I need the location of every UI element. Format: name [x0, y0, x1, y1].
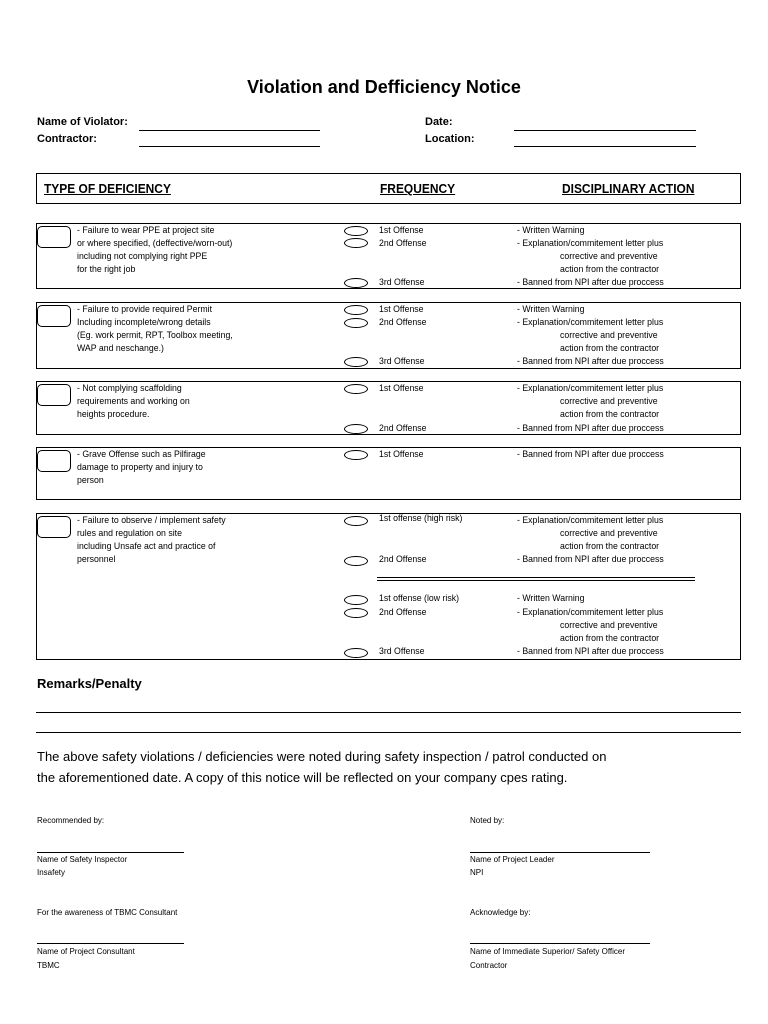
action-line: corrective and preventive	[560, 528, 658, 539]
frequency-label: 2nd Offense	[379, 423, 427, 434]
deficiency-checkbox[interactable]	[37, 226, 71, 248]
action-line: action from the contractor	[560, 409, 660, 420]
remarks-line[interactable]	[36, 712, 741, 713]
offense-radio[interactable]	[344, 595, 368, 605]
action-line: - Banned from NPI after due proccess	[517, 449, 664, 460]
statement-line: The above safety violations / deficiencies were noted during safety inspection / patrol conducted on	[37, 749, 607, 764]
location-label: Location:	[425, 133, 475, 145]
frequency-label: 3rd Offense	[379, 646, 425, 657]
signature-line[interactable]	[470, 943, 650, 944]
action-line: - Explanation/commitement letter plus	[517, 317, 664, 328]
name-of-violator-label: Name of Violator:	[37, 116, 128, 128]
frequency-header: FREQUENCY	[380, 181, 456, 196]
deficiency-desc-line: - Failure to observe / implement safety	[77, 515, 226, 526]
action-line: - Explanation/commitement letter plus	[517, 607, 664, 618]
type-of-deficiency-header: TYPE OF DEFICIENCY	[44, 181, 171, 196]
action-line: - Explanation/commitement letter plus	[517, 383, 664, 394]
signature-line[interactable]	[37, 943, 184, 944]
deficiency-desc-line: or where specified, (deffective/worn-out)	[77, 238, 233, 249]
deficiency-desc-line: personnel	[77, 554, 116, 565]
action-line: action from the contractor	[560, 633, 660, 644]
action-line: - Written Warning	[517, 593, 585, 604]
frequency-label: 1st offense (high risk)	[379, 513, 463, 524]
deficiency-desc-line: requirements and working on	[77, 396, 190, 407]
disciplinary-action-header: DISCIPLINARY ACTION	[562, 181, 695, 196]
offense-radio[interactable]	[344, 357, 368, 367]
deficiency-desc-line: heights procedure.	[77, 409, 150, 420]
offense-radio[interactable]	[344, 226, 368, 236]
offense-radio[interactable]	[344, 450, 368, 460]
offense-radio[interactable]	[344, 424, 368, 434]
project-consultant-label: Name of Project Consultant	[37, 947, 135, 956]
frequency-label: 2nd Offense	[379, 607, 427, 618]
immediate-superior-label: Name of Immediate Superior/ Safety Officer	[470, 947, 626, 956]
frequency-label: 3rd Offense	[379, 356, 425, 367]
deficiency-checkbox[interactable]	[37, 384, 71, 406]
action-line: action from the contractor	[560, 343, 660, 354]
project-leader-label: Name of Project Leader	[470, 855, 555, 864]
frequency-label: 1st Offense	[379, 225, 424, 236]
deficiency-checkbox[interactable]	[37, 305, 71, 327]
offense-radio[interactable]	[344, 238, 368, 248]
action-line: action from the contractor	[560, 541, 660, 552]
deficiency-desc-line: (Eg. work permit, RPT, Toolbox meeting,	[77, 330, 233, 341]
contractor-sign-label: Contractor	[470, 961, 508, 970]
frequency-label: 1st Offense	[379, 449, 424, 460]
frequency-label: 2nd Offense	[379, 238, 427, 249]
awareness-label: For the awareness of TBMC Consultant	[37, 908, 178, 917]
location-field[interactable]	[514, 146, 696, 147]
action-line: - Banned from NPI after due proccess	[517, 277, 664, 288]
deficiency-desc-line: person	[77, 475, 104, 486]
frequency-label: 1st Offense	[379, 304, 424, 315]
date-label: Date:	[425, 116, 453, 128]
statement-line: the aforementioned date. A copy of this notice will be reflected on your company cpes rating.	[37, 770, 568, 785]
signature-line[interactable]	[470, 852, 650, 853]
remarks-label: Remarks/Penalty	[37, 676, 142, 691]
deficiency-desc-line: Including incomplete/wrong details	[77, 317, 211, 328]
offense-radio[interactable]	[344, 648, 368, 658]
signature-line[interactable]	[37, 852, 184, 853]
offense-radio[interactable]	[344, 556, 368, 566]
deficiency-desc-line: - Grave Offense such as Pilfirage	[77, 449, 206, 460]
frequency-label: 2nd Offense	[379, 317, 427, 328]
insafety-label: Insafety	[37, 868, 66, 877]
offense-radio[interactable]	[344, 516, 368, 526]
deficiency-desc-line: WAP and neschange.)	[77, 343, 164, 354]
acknowledge-by-label: Acknowledge by:	[470, 908, 531, 917]
npi-label: NPI	[470, 868, 484, 877]
frequency-label: 1st Offense	[379, 383, 424, 394]
action-line: - Banned from NPI after due proccess	[517, 423, 664, 434]
action-line: - Written Warning	[517, 225, 585, 236]
frequency-label: 2nd Offense	[379, 554, 427, 565]
safety-inspector-label: Name of Safety Inspector	[37, 855, 128, 864]
date-field[interactable]	[514, 130, 696, 131]
action-line: action from the contractor	[560, 264, 660, 275]
noted-by-label: Noted by:	[470, 816, 505, 825]
tbmc-label: TBMC	[37, 961, 60, 970]
action-line: corrective and preventive	[560, 620, 658, 631]
deficiency-desc-line: - Failure to provide required Permit	[77, 304, 213, 315]
deficiency-checkbox[interactable]	[37, 516, 71, 538]
deficiency-desc-line: including Unsafe act and practice of	[77, 541, 216, 552]
deficiency-desc-line: damage to property and injury to	[77, 462, 203, 473]
action-line: - Banned from NPI after due proccess	[517, 646, 664, 657]
contractor-field[interactable]	[139, 146, 320, 147]
offense-radio[interactable]	[344, 318, 368, 328]
recommended-by-label: Recommended by:	[37, 816, 105, 825]
action-line: - Explanation/commitement letter plus	[517, 515, 664, 526]
offense-radio[interactable]	[344, 608, 368, 618]
action-line: - Explanation/commitement letter plus	[517, 238, 664, 249]
frequency-label: 1st offense (low risk)	[379, 593, 459, 604]
deficiency-checkbox[interactable]	[37, 450, 71, 472]
risk-divider	[377, 577, 695, 578]
action-line: - Banned from NPI after due proccess	[517, 356, 664, 367]
action-line: corrective and preventive	[560, 330, 658, 341]
deficiency-desc-line: - Failure to wear PPE at project site	[77, 225, 215, 236]
action-line: corrective and preventive	[560, 396, 658, 407]
risk-divider	[377, 580, 695, 581]
remarks-line[interactable]	[36, 732, 741, 733]
page-title: Violation and Defficiency Notice	[247, 77, 521, 97]
deficiency-desc-line: - Not complying scaffolding	[77, 383, 182, 394]
deficiency-desc-line: rules and regulation on site	[77, 528, 182, 539]
action-line: - Written Warning	[517, 304, 585, 315]
name-of-violator-field[interactable]	[139, 130, 320, 131]
action-line: corrective and preventive	[560, 251, 658, 262]
deficiency-desc-line: including not complying right PPE	[77, 251, 208, 262]
offense-radio[interactable]	[344, 278, 368, 288]
offense-radio[interactable]	[344, 305, 368, 315]
contractor-label: Contractor:	[37, 133, 97, 145]
action-line: - Banned from NPI after due proccess	[517, 554, 664, 565]
offense-radio[interactable]	[344, 384, 368, 394]
frequency-label: 3rd Offense	[379, 277, 425, 288]
deficiency-desc-line: for the right job	[77, 264, 136, 275]
